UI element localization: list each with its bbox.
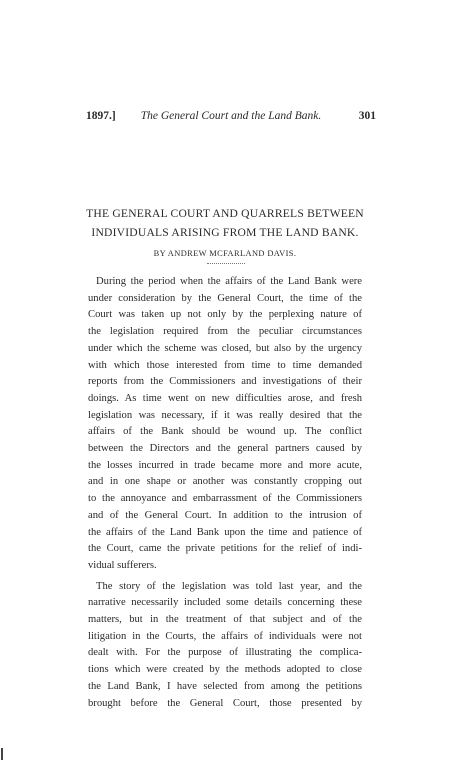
article-author: BY ANDREW MCFARLAND DAVIS. [153, 249, 297, 258]
article-title-line-2: INDIVIDUALS ARISING FROM THE LAND BANK. [91, 226, 359, 239]
text-line: tions which were created by the methods adopted to close [88, 664, 362, 676]
text-line: and in one shape or another was constantly cropping out [88, 476, 362, 488]
page-number: 301 [358, 110, 376, 122]
text-line: brought before the General Court, those presented by [88, 697, 362, 709]
text-line: legislation was necessary, if it was really desired that the [88, 409, 362, 421]
text-line: reports from the Commissioners and investigations of their [88, 376, 362, 388]
text-line: affairs of the Bank should be wound up. The conflict [88, 426, 362, 438]
text-line: litigation in the Courts, the affairs of individuals were not [88, 630, 362, 642]
article-body [88, 274, 362, 712]
text-line: the legislation required from the peculiar circumstances [88, 326, 362, 338]
text-line: with which those interested from time to time demanded [88, 359, 362, 371]
paragraph-1 [88, 274, 362, 575]
text-line: between the Directors and the general partners caused by [88, 443, 362, 455]
paragraph-2 [88, 579, 362, 713]
text-line: During the period when the affairs of the Land Bank were [96, 276, 362, 287]
text-line: vidual sufferers. [88, 559, 157, 571]
article-title-line-1: THE GENERAL COURT AND QUARRELS BETWEEN [86, 207, 364, 220]
running-head-title: The General Court and the Land Bank. [140, 110, 322, 122]
text-line: under which the scheme was closed, but also by the urgency [88, 342, 362, 354]
text-line: doings. As time went on new difficulties arose, and fresh [88, 392, 362, 404]
article-title [60, 204, 390, 242]
running-head-year: 1897.] [86, 110, 116, 122]
scan-edge-mark [1, 748, 3, 760]
text-line: dealt with. For the purpose of illustrating the complica- [88, 647, 362, 659]
text-line: the losses incurred in trade became more and more acute, [88, 459, 362, 471]
text-line: and of the General Court. In addition to the intrusion of [88, 509, 362, 521]
text-line: the Court, came the private petitions for the relief of indi- [88, 543, 362, 555]
text-line: under consideration by the General Court, the time of the [88, 292, 362, 304]
text-line: matters, but in the treatment of that subject and of the [88, 614, 362, 626]
text-line: the affairs of the Land Bank upon the time and patience of [88, 526, 362, 538]
text-line: The story of the legislation was told last year, and the [96, 580, 362, 592]
text-line: narrative necessarily included some details concerning these [88, 597, 362, 609]
running-head [86, 108, 376, 124]
text-line: the Land Bank, I have selected from among the petitions [88, 680, 362, 692]
text-line: Court was taken up not only by the perplexing nature of [88, 309, 362, 321]
section-rule [207, 263, 245, 264]
text-line: to the annoyance and embarrassment of the Commissioners [88, 493, 362, 505]
